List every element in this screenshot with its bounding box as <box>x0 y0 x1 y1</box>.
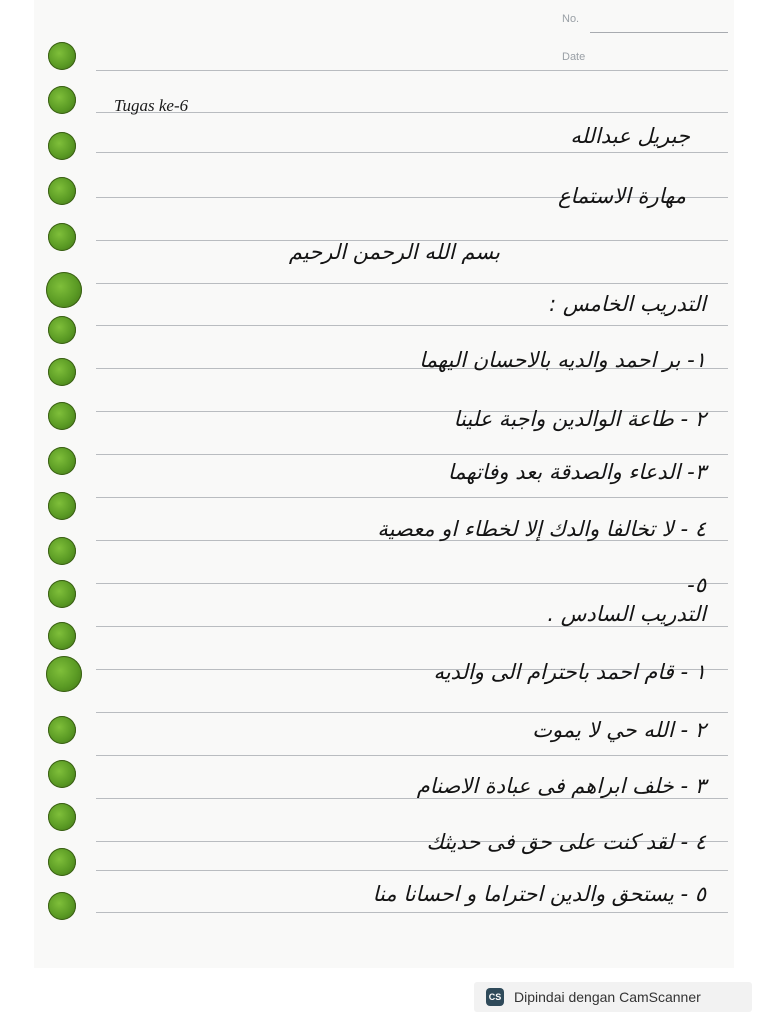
ruled-line <box>96 112 728 113</box>
binding-hole <box>48 42 76 70</box>
exercise6-item: ٤ - لقد كنت على حق فى حديثك <box>426 830 706 854</box>
exercise5-item: ١- بر احمد والديه بالاحسان اليهما <box>419 348 706 372</box>
ruled-line <box>96 626 728 627</box>
exercise6-item: ٣ - خلف ابراهم فى عبادة الاصنام <box>416 774 706 798</box>
binding-hole <box>48 580 76 608</box>
assignment-label: Tugas ke-6 <box>114 96 189 115</box>
no-line <box>590 32 728 33</box>
binding-hole <box>48 132 76 160</box>
binding-hole <box>48 537 76 565</box>
exercise5-item: ٣- الدعاء والصدقة بعد وفاتهما <box>447 460 706 484</box>
ruled-line <box>96 152 728 153</box>
binding-hole <box>48 622 76 650</box>
exercise5-item: ٤ - لا تخالفا والدك إلا لخطاء او معصية <box>377 517 706 541</box>
no-label: No. <box>562 13 580 25</box>
binding-hole <box>48 848 76 876</box>
exercise6-item: ١ - قام احمد باحترام الى والديه <box>433 660 706 684</box>
camscanner-text: Dipindai dengan CamScanner <box>514 989 701 1005</box>
binding-hole <box>48 760 76 788</box>
student-name: جبريل عبدالله <box>570 124 690 148</box>
binding-hole <box>48 358 76 386</box>
ruled-line <box>96 583 728 584</box>
ruled-line <box>96 283 728 284</box>
ruled-line <box>96 497 728 498</box>
binding-hole <box>48 86 76 114</box>
date-label: Date <box>562 51 586 63</box>
ruled-line <box>96 325 728 326</box>
camscanner-footer <box>474 982 752 1012</box>
binding-hole <box>48 803 76 831</box>
camscanner-logo-icon: CS <box>486 988 504 1006</box>
binding-hole <box>48 402 76 430</box>
binding-hole <box>48 177 76 205</box>
ruled-line <box>96 454 728 455</box>
ruled-line <box>96 912 728 913</box>
ruled-line <box>96 70 728 71</box>
binding-hole <box>48 316 76 344</box>
binding-hole <box>48 892 76 920</box>
exercise6-item: ٢ - الله حي لا يموت <box>532 718 706 742</box>
ruled-line <box>96 798 728 799</box>
binding-hole <box>46 656 82 692</box>
basmala: بسم الله الرحمن الرحيم <box>288 240 500 264</box>
exercise5-title: التدريب الخامس : <box>549 292 706 316</box>
binding-hole <box>48 223 76 251</box>
binding-hole <box>48 492 76 520</box>
binding-hole <box>48 716 76 744</box>
exercise5-item: ٥- <box>687 573 706 597</box>
exercise5-item: ٢ - طاعة الوالدين واجبة علينا <box>453 407 706 431</box>
ruled-line <box>96 870 728 871</box>
binding-hole <box>46 272 82 308</box>
exercise6-title: التدريب السادس . <box>547 602 706 626</box>
exercise6-item: ٥ - يستحق والدين احتراما و احسانا منا <box>372 882 706 906</box>
ruled-line <box>96 755 728 756</box>
binding-hole <box>48 447 76 475</box>
ruled-line <box>96 712 728 713</box>
subject-title: مهارة الاستماع <box>558 184 686 208</box>
